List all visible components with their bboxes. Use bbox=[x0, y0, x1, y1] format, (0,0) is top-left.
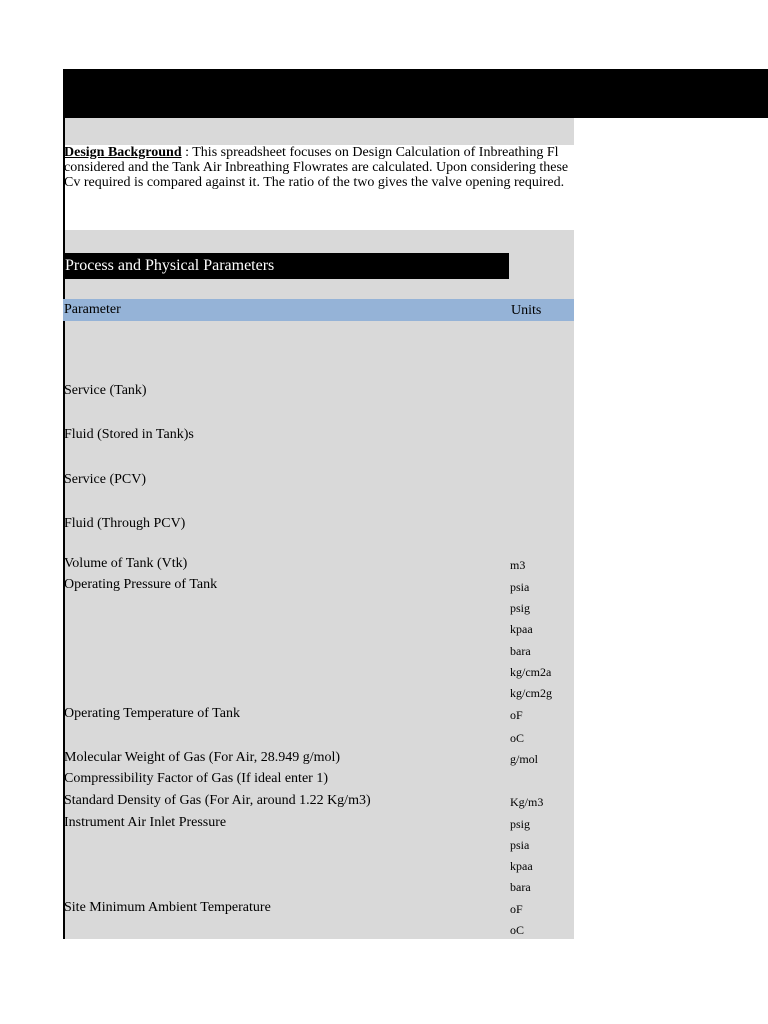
design-background-separator: : bbox=[181, 145, 193, 160]
row-instrument-air-pressure: Instrument Air Inlet Pressure bbox=[64, 815, 227, 830]
unit-cell: kg/cm2a bbox=[510, 665, 552, 679]
unit-cell: psia bbox=[510, 580, 530, 594]
row-site-min-temperature: Site Minimum Ambient Temperature bbox=[64, 900, 271, 915]
unit-cell: bara bbox=[510, 644, 531, 658]
row-standard-density: Standard Density of Gas (For Air, around 1.22 Kg/m3) bbox=[64, 793, 371, 808]
background-header-band bbox=[65, 118, 574, 145]
row-compressibility-factor: Compressibility Factor of Gas (If ideal enter 1) bbox=[64, 771, 328, 786]
row-service-tank: Service (Tank) bbox=[64, 383, 147, 398]
row-fluid-pcv: Fluid (Through PCV) bbox=[64, 516, 186, 531]
unit-cell: bara bbox=[510, 880, 531, 894]
unit-cell: g/mol bbox=[510, 752, 539, 766]
column-header-parameter: Parameter bbox=[64, 302, 121, 317]
row-service-pcv: Service (PCV) bbox=[64, 472, 147, 487]
unit-cell: psia bbox=[510, 838, 530, 852]
unit-cell: oF bbox=[510, 708, 523, 722]
unit-cell: Kg/m3 bbox=[510, 795, 544, 809]
design-background-text-1: This spreadsheet focuses on Design Calculation of Inbreathing Fl bbox=[192, 145, 559, 160]
design-background-line-1 bbox=[64, 145, 574, 160]
unit-cell: oC bbox=[510, 923, 525, 937]
unit-cell: psig bbox=[510, 601, 531, 615]
design-background-line-3: Cv required is compared against it. The ratio of the two gives the valve opening required. bbox=[64, 175, 565, 190]
design-background-line-2: considered and the Tank Air Inbreathing Flowrates are calculated. Upon considering these bbox=[64, 160, 569, 175]
column-header-row bbox=[63, 299, 574, 321]
unit-cell: kpaa bbox=[510, 622, 533, 636]
section-header: Process and Physical Parameters bbox=[63, 253, 509, 279]
unit-cell: kpaa bbox=[510, 859, 533, 873]
unit-cell: kg/cm2g bbox=[510, 686, 552, 700]
unit-cell: oC bbox=[510, 731, 525, 745]
row-fluid-tank: Fluid (Stored in Tank)s bbox=[64, 427, 194, 442]
unit-cell: m3 bbox=[510, 558, 526, 572]
unit-cell: oF bbox=[510, 902, 523, 916]
row-molecular-weight: Molecular Weight of Gas (For Air, 28.949 g/mol) bbox=[64, 750, 341, 765]
unit-cell: psig bbox=[510, 817, 531, 831]
design-background-label: Design Background bbox=[64, 145, 182, 160]
row-operating-pressure: Operating Pressure of Tank bbox=[64, 577, 218, 592]
column-header-units: Units bbox=[511, 303, 542, 318]
row-operating-temperature: Operating Temperature of Tank bbox=[64, 706, 240, 721]
row-volume-tank: Volume of Tank (Vtk) bbox=[64, 556, 188, 571]
title-bar bbox=[63, 69, 768, 118]
